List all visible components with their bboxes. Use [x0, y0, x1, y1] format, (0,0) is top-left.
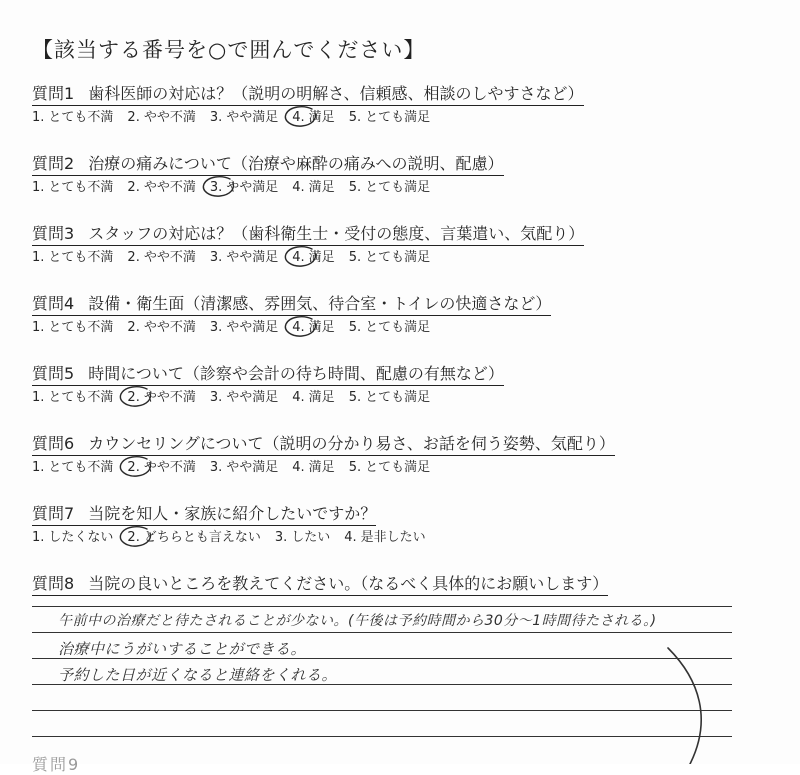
question-title	[32, 294, 551, 316]
option-number: 2.	[127, 110, 140, 125]
answer-option[interactable]	[210, 389, 278, 407]
option-number: 5.	[348, 110, 362, 125]
question-8	[32, 574, 732, 596]
answer-option[interactable]	[127, 319, 195, 337]
option-label: とても不満	[48, 460, 114, 475]
answer-line	[32, 606, 732, 607]
option-number: 3.	[209, 320, 223, 335]
answer-option[interactable]	[292, 249, 334, 267]
question-text: 設備・衛生面（清潔感、雰囲気、待合室・トイレの快適さなど）	[88, 294, 552, 313]
answer-option[interactable]	[32, 389, 113, 407]
option-label: やや不満	[143, 180, 196, 195]
question-number: 質問8	[32, 574, 75, 593]
answer-options	[32, 389, 732, 407]
question-number: 質問3	[32, 224, 75, 243]
answer-option[interactable]	[349, 389, 430, 407]
option-label: やや満足	[226, 250, 279, 265]
option-number: 3.	[209, 460, 223, 475]
option-number: 2.	[127, 250, 140, 265]
option-label: したくない	[48, 530, 114, 545]
option-label: とても満足	[365, 320, 431, 335]
answer-option[interactable]	[32, 109, 113, 127]
option-number: 3.	[274, 530, 288, 545]
answer-options	[32, 319, 732, 337]
option-number: 3.	[209, 250, 223, 265]
option-label: とても満足	[365, 250, 431, 265]
question-number: 質問5	[32, 364, 75, 383]
option-number: 5.	[348, 250, 362, 265]
answer-options	[32, 179, 732, 197]
option-label: とても満足	[365, 110, 431, 125]
handwritten-answer-line-3: 予約した日が近くなると連絡をくれる。	[58, 666, 338, 684]
answer-option[interactable]	[32, 529, 113, 547]
question-title	[32, 434, 615, 456]
option-label: 満足	[308, 110, 335, 125]
option-label: やや満足	[226, 460, 279, 475]
answer-line	[32, 710, 732, 711]
option-label: 満足	[308, 250, 335, 265]
option-label: とても不満	[48, 110, 114, 125]
option-label: とても満足	[365, 460, 431, 475]
question-1	[32, 84, 732, 127]
answer-line	[32, 736, 732, 737]
option-label: やや不満	[143, 110, 196, 125]
option-label: やや不満	[143, 460, 196, 475]
answer-option[interactable]	[292, 459, 334, 477]
answer-option[interactable]	[275, 529, 330, 547]
option-label: とても満足	[365, 180, 431, 195]
question-title	[32, 364, 504, 386]
option-number: 4.	[292, 320, 305, 335]
answer-option[interactable]	[127, 389, 195, 407]
answer-option[interactable]	[292, 179, 334, 197]
option-label: とても不満	[48, 180, 114, 195]
question-number: 質問2	[32, 154, 75, 173]
answer-option[interactable]	[349, 319, 430, 337]
answer-option[interactable]	[127, 179, 195, 197]
handwritten-answer-line-1: 午前中の治療だと待たされることが少ない。(午後は予約時間から30分〜1時間待たされる。)	[58, 613, 657, 629]
question-number: 質問1	[32, 84, 75, 103]
answer-option[interactable]	[127, 459, 195, 477]
answer-option[interactable]	[210, 319, 278, 337]
option-number: 1.	[32, 530, 45, 545]
option-label: やや不満	[143, 390, 196, 405]
answer-option[interactable]	[292, 319, 334, 337]
answer-options	[32, 109, 732, 127]
question-number: 質問4	[32, 294, 75, 313]
question-title	[32, 84, 584, 106]
question-text: スタッフの対応は？（歯科衛生士・受付の態度、言葉遣い、気配り）	[88, 224, 585, 243]
option-number: 3.	[209, 110, 223, 125]
question-number: 質問7	[32, 504, 75, 523]
option-label: やや不満	[143, 320, 196, 335]
option-number: 1.	[32, 390, 45, 405]
answer-options	[32, 249, 732, 267]
answer-option[interactable]	[32, 249, 113, 267]
option-number: 5.	[348, 320, 362, 335]
option-label: 満足	[308, 180, 335, 195]
question-7	[32, 504, 732, 547]
option-label: やや不満	[143, 250, 196, 265]
option-number: 2.	[127, 530, 140, 545]
option-label: とても不満	[48, 250, 114, 265]
option-number: 4.	[344, 530, 357, 545]
option-label: やや満足	[226, 110, 279, 125]
option-number: 2.	[127, 390, 140, 405]
question-title	[32, 574, 608, 596]
answer-option[interactable]	[292, 389, 334, 407]
option-number: 1.	[32, 320, 45, 335]
answer-option[interactable]	[32, 459, 113, 477]
option-number: 4.	[292, 180, 305, 195]
page-title: 【該当する番号を○で囲んでください】	[32, 38, 426, 62]
answer-option[interactable]	[292, 109, 334, 127]
answer-options	[32, 459, 732, 477]
answer-option[interactable]	[127, 249, 195, 267]
answer-option[interactable]	[127, 529, 260, 547]
option-number: 2.	[127, 460, 140, 475]
option-label: 満足	[308, 460, 335, 475]
question-text: 歯科医師の対応は？（説明の明解さ、信頼感、相談のしやすさなど）	[88, 84, 584, 103]
option-number: 5.	[348, 460, 362, 475]
question-2	[32, 154, 732, 197]
option-number: 1.	[32, 180, 45, 195]
question-4	[32, 294, 732, 337]
answer-options	[32, 529, 732, 547]
answer-option[interactable]	[210, 459, 278, 477]
question-6	[32, 434, 732, 477]
option-number: 5.	[348, 180, 362, 195]
question-text: カウンセリングについて（説明の分かり易さ、お話を伺う姿勢、気配り）	[88, 434, 615, 453]
question-title	[32, 224, 584, 246]
option-label: 満足	[308, 320, 335, 335]
answer-option[interactable]	[349, 109, 430, 127]
option-number: 4.	[292, 110, 305, 125]
option-label: とても満足	[365, 390, 431, 405]
option-number: 2.	[127, 180, 140, 195]
option-number: 1.	[32, 250, 45, 265]
answer-option[interactable]	[210, 249, 278, 267]
option-number: 1.	[32, 110, 45, 125]
answer-option[interactable]	[344, 529, 425, 547]
option-label: 満足	[308, 390, 335, 405]
option-number: 1.	[32, 460, 45, 475]
option-number: 4.	[292, 390, 305, 405]
option-label: とても不満	[48, 320, 114, 335]
answer-option[interactable]	[32, 319, 113, 337]
option-label: 是非したい	[360, 530, 426, 545]
answer-option[interactable]	[349, 179, 430, 197]
answer-option[interactable]	[127, 109, 195, 127]
option-number: 2.	[127, 320, 140, 335]
answer-option[interactable]	[349, 459, 430, 477]
question-title	[32, 504, 376, 526]
question-title	[32, 154, 504, 176]
option-label: したい	[291, 530, 331, 545]
question-text: 治療の痛みについて（治療や麻酔の痛みへの説明、配慮）	[88, 154, 504, 173]
question-5	[32, 364, 732, 407]
option-label: やや満足	[226, 390, 279, 405]
option-label: やや満足	[226, 180, 279, 195]
question-text: 当院の良いところを教えてください。（なるべく具体的にお願いします）	[88, 574, 609, 593]
option-number: 4.	[292, 250, 305, 265]
question-3	[32, 224, 732, 267]
answer-option[interactable]	[32, 179, 113, 197]
question-text: 時間について（診察や会計の待ち時間、配慮の有無など）	[88, 364, 504, 383]
answer-option[interactable]	[210, 179, 278, 197]
option-label: とても不満	[48, 390, 114, 405]
answer-option[interactable]	[349, 249, 430, 267]
option-number: 4.	[292, 460, 305, 475]
option-number: 3.	[209, 180, 223, 195]
option-label: どちらとも言えない	[143, 530, 261, 545]
handwritten-answer-line-2: 治療中にうがいすることができる。	[58, 640, 307, 658]
option-number: 5.	[348, 390, 362, 405]
question-text: 当院を知人・家族に紹介したいですか？	[88, 504, 377, 523]
answer-option[interactable]	[210, 109, 278, 127]
question-number: 質問6	[32, 434, 75, 453]
next-question-partial: 質問9	[32, 755, 81, 774]
option-label: やや満足	[226, 320, 279, 335]
answer-line	[32, 632, 732, 633]
option-number: 3.	[209, 390, 223, 405]
